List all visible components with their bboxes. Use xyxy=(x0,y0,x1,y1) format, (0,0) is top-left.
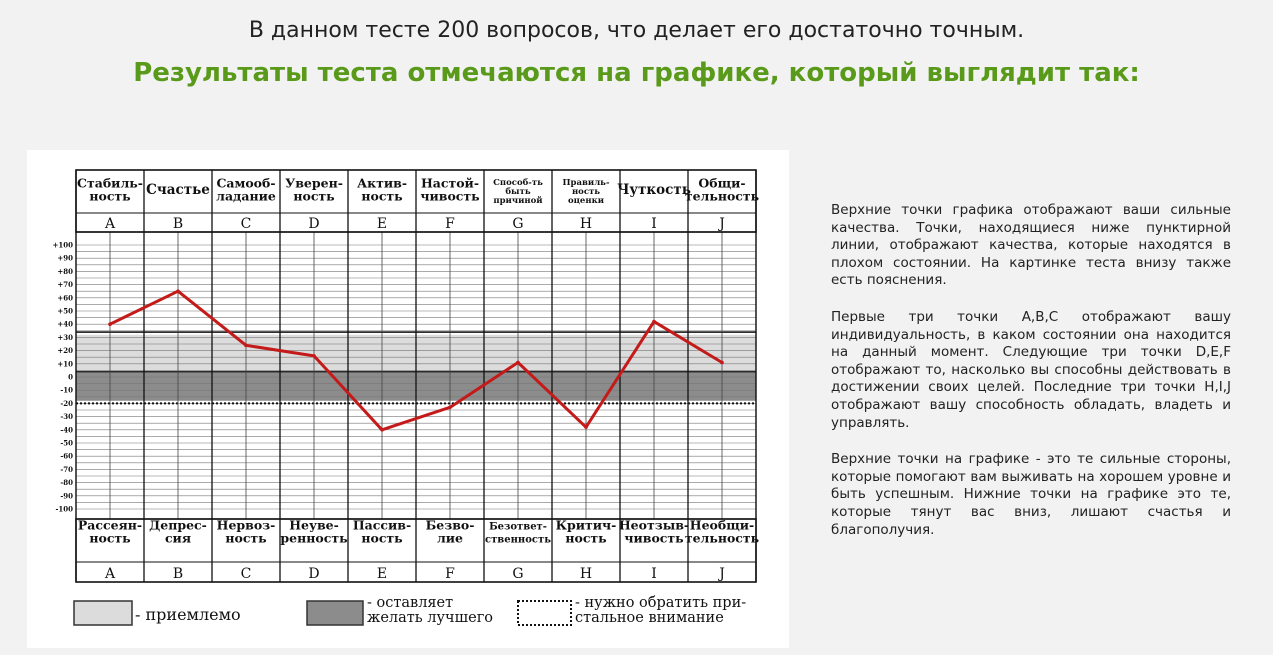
top-quality-label: Чуткость xyxy=(617,182,691,198)
top-column-letter: J xyxy=(719,216,725,232)
y-tick-label: +70 xyxy=(57,280,73,290)
bottom-column-letter: A xyxy=(104,566,116,582)
data-point-J xyxy=(720,361,724,365)
y-tick-label: +30 xyxy=(57,332,73,342)
top-quality-label: Стабиль- xyxy=(77,175,143,191)
top-quality-label: Правиль- xyxy=(562,178,610,188)
bottom-quality-label: ренность xyxy=(280,530,348,546)
bottom-quality-label: ность xyxy=(89,530,131,546)
y-tick-label: +60 xyxy=(57,293,73,303)
description-paragraph-1: Верхние точки графика отображают ваши сильные качества. Точки, находящиеся ниже пунктирной линии, отображают качества, которые находятся в плохом состоянии. На картинке теста внизу также есть пояснения. xyxy=(831,202,1231,289)
bottom-quality-label: ственность xyxy=(485,534,551,546)
bottom-quality-label: сия xyxy=(164,530,192,546)
top-column-letter: F xyxy=(445,216,455,232)
top-column-letter: B xyxy=(172,216,184,232)
top-quality-label: ность xyxy=(293,188,335,204)
bottom-quality-label: Необщи- xyxy=(689,517,755,533)
bottom-column-letter: D xyxy=(308,566,320,582)
bottom-column-letter: J xyxy=(719,566,725,582)
data-point-E xyxy=(380,428,384,432)
top-quality-label: быть xyxy=(505,187,531,197)
y-tick-label: +10 xyxy=(57,359,73,369)
y-tick-label: -30 xyxy=(60,412,73,422)
top-column-letter: D xyxy=(308,216,320,232)
legend-worse-label: - оставляет xyxy=(367,595,454,611)
chart-panel xyxy=(27,150,789,648)
subtitle: В данном тесте 200 вопросов, что делает его достаточно точным. xyxy=(248,18,1025,43)
data-point-H xyxy=(584,425,588,429)
data-point-F xyxy=(448,406,452,410)
y-tick-label: 0 xyxy=(68,372,73,382)
bottom-quality-label: ность xyxy=(565,530,607,546)
top-quality-label: ладание xyxy=(216,188,276,204)
top-column-letter: H xyxy=(579,216,593,232)
top-quality-label: Уверен- xyxy=(285,175,343,191)
top-column-letter: A xyxy=(104,216,116,232)
bottom-quality-label: Критич- xyxy=(555,517,617,533)
y-tick-label: -70 xyxy=(60,464,73,474)
bottom-quality-label: ность xyxy=(361,530,403,546)
bottom-column-letter: B xyxy=(172,566,184,582)
data-point-D xyxy=(312,354,316,358)
legend-attention-label: стальное внимание xyxy=(575,610,724,626)
bottom-quality-label: Рассеян- xyxy=(77,517,143,533)
top-column-letter: C xyxy=(240,216,252,232)
y-tick-label: +90 xyxy=(57,253,73,263)
description-paragraph-2: Первые три точки A,B,C отображают вашу индивидуальность, в каком состоянии она находится на данный момент. Следующие три точки D,E,F отображают то, насколько вы способны действовать в достижении своих целей. Последние три точки H,I,J отображают вашу способность обладать, владеть и управлять. xyxy=(831,308,1231,431)
bottom-quality-label: Пассив- xyxy=(352,517,412,533)
y-tick-label: -60 xyxy=(60,451,73,461)
top-quality-label: Самооб- xyxy=(216,175,276,191)
bottom-column-letter: G xyxy=(512,566,524,582)
bottom-column-letter: E xyxy=(376,566,388,582)
y-tick-label: +80 xyxy=(57,266,73,276)
test-result-chart xyxy=(27,150,789,648)
top-quality-label: причиной xyxy=(493,196,543,206)
bottom-quality-label: чивость xyxy=(624,530,684,546)
y-tick-label: -20 xyxy=(60,398,73,408)
top-quality-label: Актив- xyxy=(356,175,408,191)
top-quality-label: Счастье xyxy=(146,182,210,198)
top-quality-label: чивость xyxy=(420,188,480,204)
bottom-quality-label: Безво- xyxy=(425,517,475,533)
bottom-column-letter: C xyxy=(240,566,252,582)
top-column-letter: I xyxy=(651,216,657,232)
y-tick-label: -40 xyxy=(60,425,73,435)
y-tick-label: +20 xyxy=(57,346,73,356)
page-title: Результаты теста отмечаются на графике, который выглядит так: xyxy=(133,58,1140,88)
bottom-quality-label: Депрес- xyxy=(149,517,207,533)
bottom-column-letter: I xyxy=(651,566,657,582)
bottom-quality-label: лие xyxy=(436,530,464,546)
data-point-B xyxy=(176,289,180,293)
top-quality-label: Настой- xyxy=(420,175,480,191)
bottom-quality-label: Безответ- xyxy=(489,521,547,533)
y-tick-label: -80 xyxy=(60,478,73,488)
y-tick-label: +100 xyxy=(52,240,73,250)
legend-acceptable-label: - приемлемо xyxy=(135,605,241,624)
bottom-quality-label: Неотзыв- xyxy=(618,517,690,533)
top-quality-label: Способ-ть xyxy=(493,178,543,188)
y-tick-label: +40 xyxy=(57,319,73,329)
data-point-C xyxy=(244,344,248,348)
top-quality-label: оценки xyxy=(567,196,605,206)
description-paragraph-3: Верхние точки на графике - это те сильные стороны, которые помогают вам выживать на хорошем уровне и быть успешным. Нижние точки на графике это те, которые тянут вас вниз, лишают счастья и благополучия. xyxy=(831,451,1231,538)
bottom-quality-label: Нервоз- xyxy=(216,517,276,533)
top-quality-label: тельность xyxy=(684,188,760,204)
legend-acceptable-swatch xyxy=(74,601,132,625)
bottom-quality-label: Неуве- xyxy=(289,517,339,533)
y-tick-label: -10 xyxy=(60,385,73,395)
data-point-I xyxy=(652,320,656,324)
y-tick-label: -50 xyxy=(60,438,73,448)
top-column-letter: E xyxy=(376,216,388,232)
y-tick-label: -90 xyxy=(60,491,73,501)
bottom-column-letter: F xyxy=(445,566,455,582)
data-point-A xyxy=(108,322,112,326)
top-quality-label: ность xyxy=(89,188,131,204)
top-column-letter: G xyxy=(512,216,524,232)
description xyxy=(831,202,1231,558)
bottom-column-letter: H xyxy=(579,566,593,582)
legend-attention-swatch xyxy=(518,601,571,625)
legend-attention-label: - нужно обратить при- xyxy=(575,595,747,611)
top-quality-label: Общи- xyxy=(698,175,746,191)
top-quality-label: ность xyxy=(361,188,403,204)
y-tick-label: -100 xyxy=(55,504,73,514)
bottom-quality-label: тельность xyxy=(684,530,760,546)
data-point-G xyxy=(516,361,520,365)
legend-worse-swatch xyxy=(307,601,363,625)
y-tick-label: +50 xyxy=(57,306,73,316)
legend-worse-label: желать лучшего xyxy=(367,610,494,626)
bottom-quality-label: ность xyxy=(225,530,267,546)
top-quality-label: ность xyxy=(571,187,601,197)
